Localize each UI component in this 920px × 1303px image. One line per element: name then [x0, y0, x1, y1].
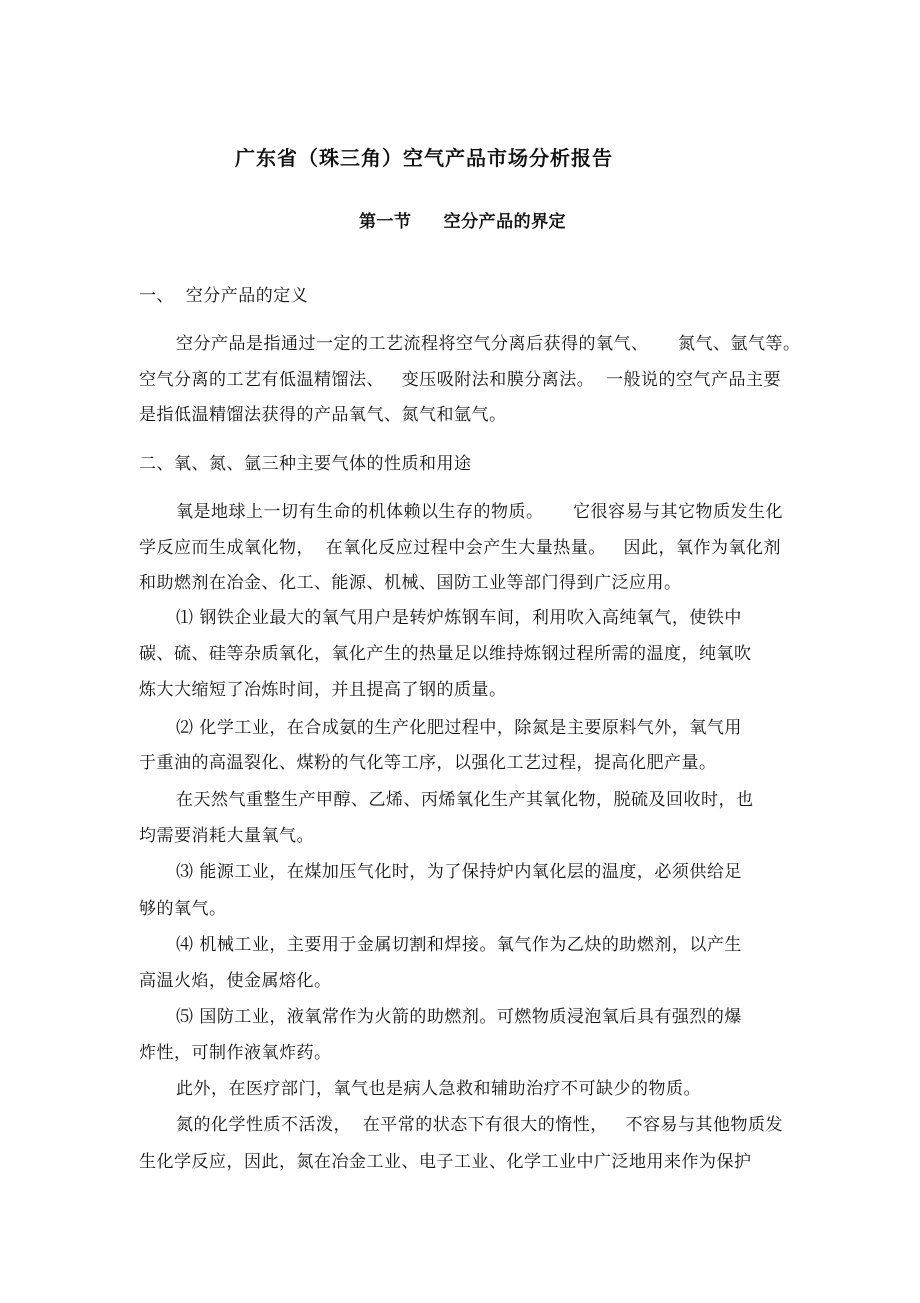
heading-properties: 二、氧、氮、氩三种主要气体的性质和用途: [139, 454, 472, 474]
paragraph-line: 空分产品是指通过一定的工艺流程将空气分离后获得的氧气、 氮气、氩气等。: [176, 334, 801, 354]
section-title: 第一节 空分产品的界定: [359, 212, 567, 232]
paragraph-line: 在天然气重整生产甲醇、乙烯、丙烯氧化生产其氧化物，脱硫及回收时，也: [176, 790, 754, 810]
paragraph-line: 此外，在医疗部门，氧气也是病人急救和辅助治疗不可缺少的物质。: [176, 1079, 701, 1099]
list-item-line: 炸性，可制作液氧炸药。: [139, 1043, 332, 1063]
list-item-line: ⑵ 化学工业，在合成氨的生产化肥过程中，除氮是主要原料气外，氧气用: [176, 718, 742, 738]
paragraph-line: 和助燃剂在冶金、化工、能源、机械、国防工业等部门得到广泛应用。: [139, 573, 682, 593]
paragraph-line: 空气分离的工艺有低温精馏法、 变压吸附法和膜分离法。 一般说的空气产品主要: [139, 370, 782, 390]
document-title: 广东省（珠三角）空气产品市场分析报告: [235, 146, 613, 170]
paragraph-line: 学反应而生成氧化物， 在氧化反应过程中会产生大量热量。 因此，氧作为氧化剂: [139, 538, 782, 558]
heading-definition: 一、 空分产品的定义: [139, 286, 309, 306]
paragraph-line: 生化学反应，因此，氮在冶金工业、电子工业、化学工业中广泛地用来作为保护: [139, 1152, 752, 1172]
list-item-line: 够的氧气。: [139, 899, 227, 919]
list-item-line: ⑶ 能源工业，在煤加压气化时，为了保持炉内氧化层的温度，必须供给足: [176, 862, 742, 882]
list-item-line: ⑷ 机械工业，主要用于金属切割和焊接。氧气作为乙炔的助燃剂，以产生: [176, 935, 742, 955]
list-item-line: 于重油的高温裂化、煤粉的气化等工序，以强化工艺过程，提高化肥产量。: [139, 753, 717, 773]
paragraph-line: 氧是地球上一切有生命的机体赖以生存的物质。 它很容易与其它物质发生化: [176, 502, 784, 522]
paragraph-line: 氮的化学性质不活泼， 在平常的状态下有很大的惰性， 不容易与其他物质发: [176, 1115, 784, 1135]
list-item-line: ⑸ 国防工业，液氧常作为火箭的助燃剂。可燃物质浸泡氧后具有强烈的爆: [176, 1007, 742, 1027]
list-item-line: 碳、硫、硅等杂质氧化，氧化产生的热量足以维持炼钢过程所需的温度，纯氧吹: [139, 644, 752, 664]
paragraph-line: 是指低温精馏法获得的产品氧气、氮气和氩气。: [139, 405, 507, 425]
list-item-line: ⑴ 钢铁企业最大的氧气用户是转炉炼钢车间，利用吹入高纯氧气，使铁中: [176, 608, 742, 628]
list-item-line: 高温火焰，使金属熔化。: [139, 971, 332, 991]
paragraph-line: 均需要消耗大量氧气。: [139, 826, 314, 846]
list-item-line: 炼大大缩短了冶炼时间，并且提高了钢的质量。: [139, 680, 507, 700]
